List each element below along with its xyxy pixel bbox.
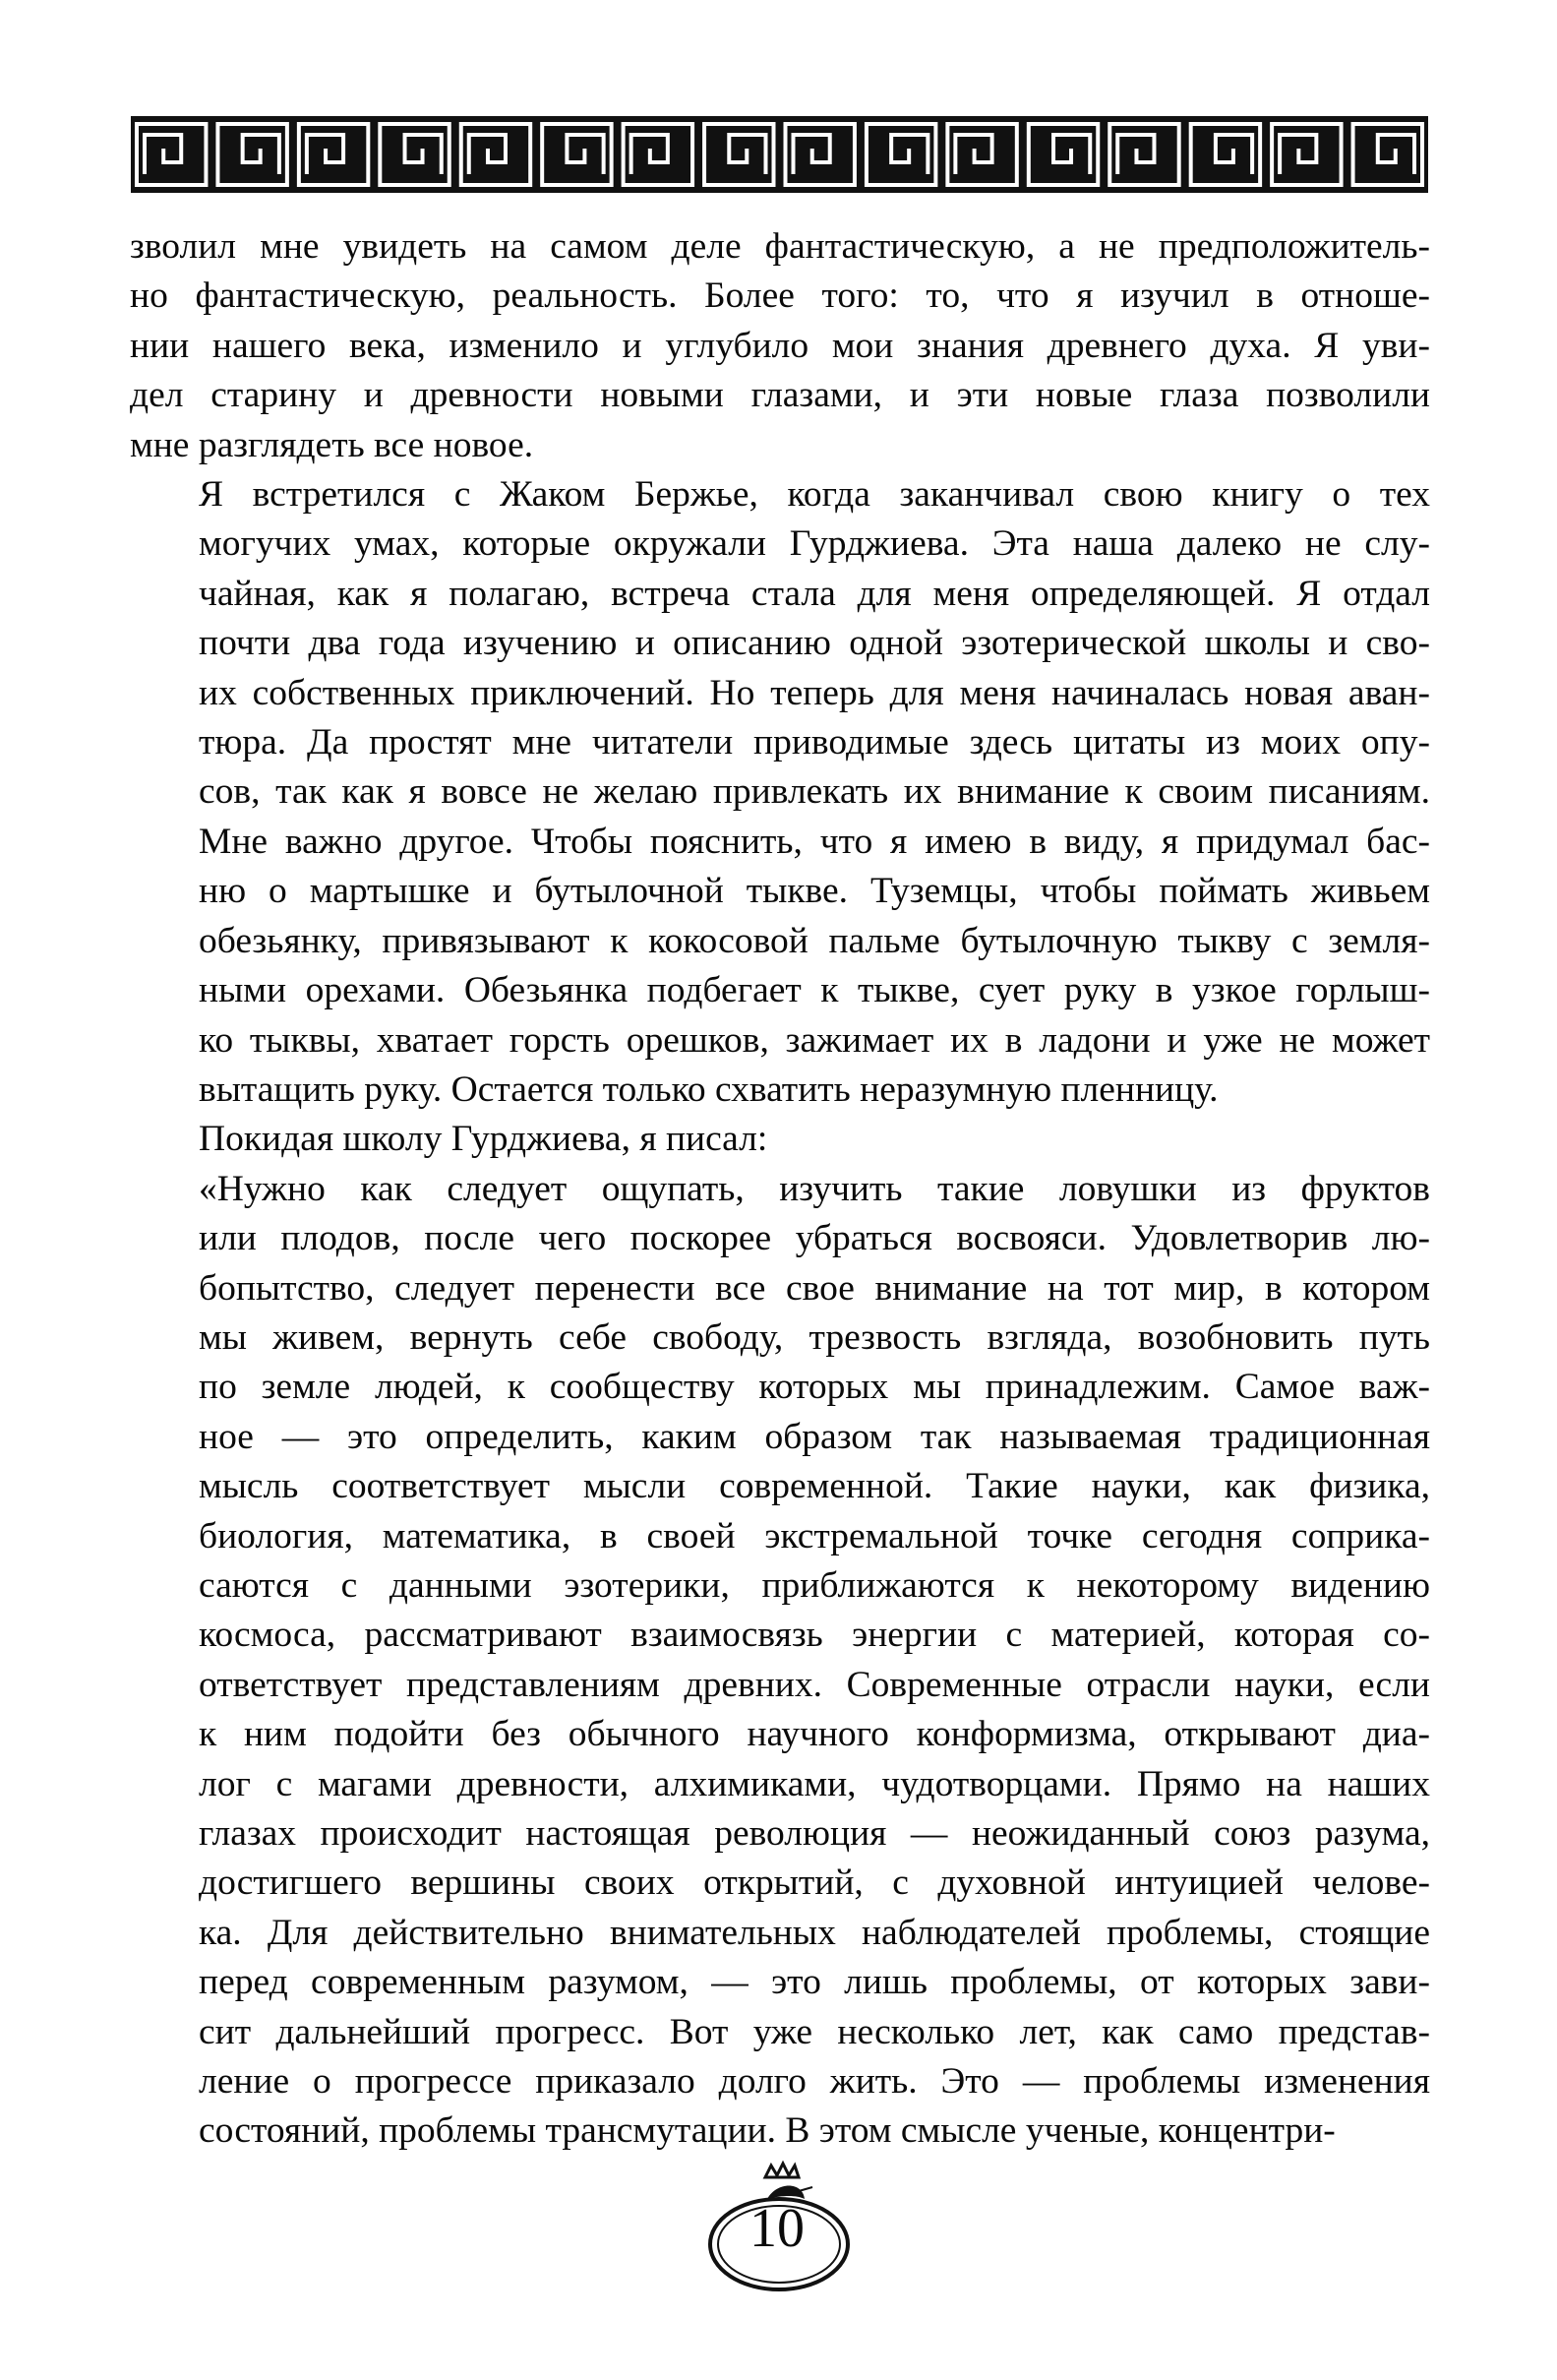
text-line: биология, математика, в своей экстремальной точке сегодня соприка- xyxy=(199,1515,1430,1556)
text-line: вытащить руку. Остается только схватить неразумную пленницу. xyxy=(199,1068,1219,1110)
text-line: мысль соответствует мысли современной. Такие науки, как физика, xyxy=(199,1466,1430,1507)
text-line: ко тыквы, хватает горсть орешков, зажимает их в ладони и уже не может xyxy=(199,1019,1430,1061)
text-line: почти два года изучению и описанию одной эзотерической школы и сво- xyxy=(199,623,1430,664)
page-number-ornament xyxy=(689,2160,866,2297)
text-line: мы живем, вернуть себе свободу, трезвость взгляда, возобновить путь xyxy=(199,1316,1430,1358)
text-line: ка. Для действительно внимательных наблюдателей проблемы, стоящие xyxy=(199,1912,1430,1953)
paragraph xyxy=(130,1165,1430,2157)
text-line: состояний, проблемы трансмутации. В этом смысле ученые, концентри- xyxy=(199,2110,1336,2152)
text-line: бопытство, следует перенести все свое внимание на тот мир, в котором xyxy=(199,1267,1430,1309)
text-line: Покидая школу Гурджиева, я писал: xyxy=(199,1119,768,1160)
page-number: 10 xyxy=(749,2198,805,2259)
text-line: ответствует представлениям древних. Современные отрасли науки, если xyxy=(199,1664,1430,1705)
paragraph xyxy=(130,470,1430,1115)
text-line: Мне важно другое. Чтобы пояснить, что я имею в виду, я придумал бас- xyxy=(199,821,1430,862)
paragraph xyxy=(130,222,1430,470)
text-line: зволил мне увидеть на самом деле фантастическую, а не предположитель- xyxy=(130,226,1430,267)
text-line: саются с данными эзотерики, приближаются к некоторому видению xyxy=(199,1564,1430,1606)
text-line: обезьянку, привязывают к кокосовой пальме бутылочную тыкву с земля- xyxy=(199,920,1430,961)
paragraph xyxy=(130,1115,1430,1164)
text-line: Я встретился с Жаком Бержье, когда заканчивал свою книгу о тех xyxy=(199,474,1430,516)
text-line: перед современным разумом, — это лишь проблемы, от которых зави- xyxy=(199,1962,1430,2003)
text-line: «Нужно как следует ощупать, изучить такие ловушки из фруктов xyxy=(199,1168,1430,1209)
text-line: ными орехами. Обезьянка подбегает к тыкве, сует руку в узкое горлыш- xyxy=(199,970,1430,1011)
greek-key-ornament-header xyxy=(131,116,1428,193)
text-line: нии нашего века, изменило и углубило мои знания древнего духа. Я уви- xyxy=(130,325,1430,366)
text-line: дел старину и древности новыми глазами, и эти новые глаза позволили xyxy=(130,375,1430,416)
text-line: сов, так как я вовсе не желаю привлекать их внимание к своим писаниям. xyxy=(199,771,1430,813)
text-line: глазах происходит настоящая революция — неожиданный союз разума, xyxy=(199,1813,1430,1854)
text-line: чайная, как я полагаю, встреча стала для меня определяющей. Я отдал xyxy=(199,573,1430,614)
text-line: или плодов, после чего поскорее убраться восвояси. Удовлетворив лю- xyxy=(199,1218,1430,1259)
text-line: ное — это определить, каким образом так называемая традиционная xyxy=(199,1416,1430,1457)
text-line: могучих умах, которые окружали Гурджиева. Эта наша далеко не слу- xyxy=(199,523,1430,565)
text-line: тюра. Да простят мне читатели приводимые здесь цитаты из моих опу- xyxy=(199,722,1430,763)
text-line: по земле людей, к сообществу которых мы принадлежим. Самое важ- xyxy=(199,1367,1430,1408)
meander-border-icon xyxy=(131,116,1428,193)
text-line: ню о мартышке и бутылочной тыкве. Туземцы, чтобы поймать живьем xyxy=(199,871,1430,912)
text-line: но фантастическую, реальность. Более того: то, что я изучил в отноше- xyxy=(130,275,1430,317)
text-line: мне разглядеть все новое. xyxy=(130,424,534,465)
text-line: их собственных приключений. Но теперь для меня начиналась новая аван- xyxy=(199,672,1430,713)
text-line: ление о прогрессе приказало долго жить. Это — проблемы изменения xyxy=(199,2061,1430,2103)
body-text xyxy=(130,222,1430,2157)
text-line: лог с магами древности, алхимиками, чудотворцами. Прямо на наших xyxy=(199,1763,1430,1804)
text-line: к ним подойти без обычного научного конформизма, открывают диа- xyxy=(199,1714,1430,1755)
text-line: космоса, рассматривают взаимосвязь энергии с материей, которая со- xyxy=(199,1615,1430,1656)
text-line: сит дальнейший прогресс. Вот уже несколько лет, как само представ- xyxy=(199,2011,1430,2052)
text-line: достигшего вершины своих открытий, с духовной интуицией челове- xyxy=(199,1862,1430,1904)
